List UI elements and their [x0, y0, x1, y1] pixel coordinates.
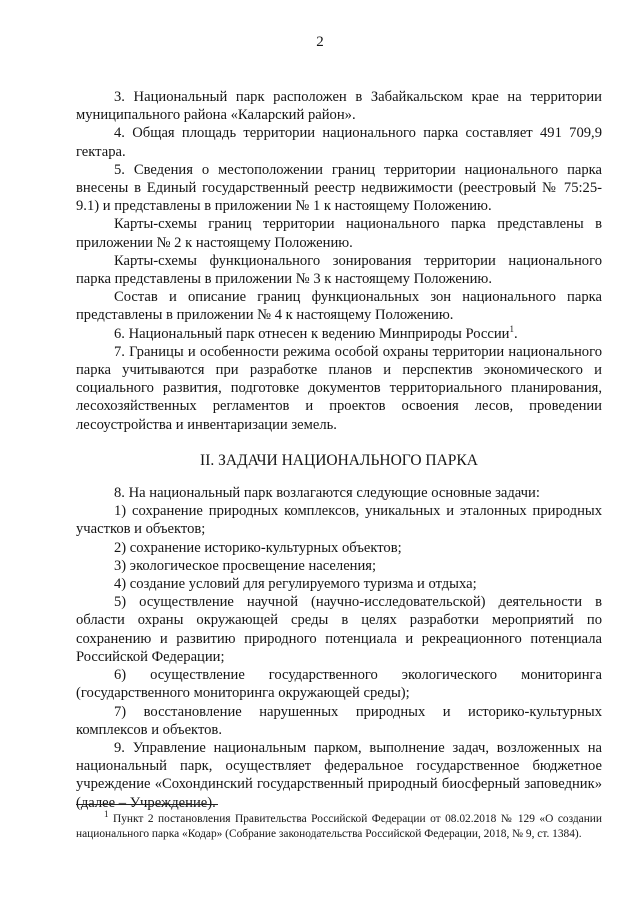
paragraph-5: 5. Сведения о местоположении границ территории национального парка внесены в Единый государственный реестр недвижимости (реестровый № 75:25-9.1) и представлены в приложении № 1 к настоящему Положению.: [76, 161, 602, 215]
page-number: 2: [316, 34, 324, 50]
footnote-reference[interactable]: 1: [509, 323, 514, 334]
paragraph-9: 9. Управление национальным парком, выполнение задач, возложенных на национальный парк, осуществляет федеральное государственное бюджетное учреждение «Сохондинский государственный природный биосферный заповедник» (далее – Учреждение).: [76, 739, 602, 811]
task-item-3: 3) экологическое просвещение населения;: [114, 557, 377, 574]
paragraph-5-zones: Состав и описание границ функциональных зон национального парка представлены в приложении № 4 к настоящему Положению.: [76, 289, 602, 324]
document-body: [76, 88, 602, 812]
paragraph-4: 4. Общая площадь территории национального парка составляет 491 709,9 гектара.: [76, 125, 602, 160]
task-item-4: 4) создание условий для регулируемого туризма и отдыха;: [114, 576, 477, 593]
footnote: [76, 809, 602, 841]
task-item-7: 7) восстановление нарушенных природных и историко-культурных комплексов и объектов.: [76, 703, 602, 738]
paragraph-6-tail: .: [513, 325, 518, 342]
paragraph-6: [76, 325, 602, 343]
section-heading: II. ЗАДАЧИ НАЦИОНАЛЬНОГО ПАРКА: [200, 451, 478, 469]
paragraph-3: 3. Национальный парк расположен в Забайкальском крае на территории муниципального района «Каларский район».: [76, 89, 602, 124]
task-item-5: 5) осуществление научной (научно-исследовательской) деятельности в области охраны окружающей среды в целях разработки мероприятий по сохранению и развитию природного потенциала и рекреационного потенциала Российской Федерации;: [76, 594, 602, 665]
task-item-1: 1) сохранение природных комплексов, уникальных и эталонных природных участков и объектов;: [76, 503, 602, 538]
footnote-divider: [76, 804, 218, 805]
paragraph-8: 8. На национальный парк возлагаются следующие основные задачи:: [114, 485, 540, 502]
footnote-mark: 1: [104, 809, 109, 820]
paragraph-5-zoning: Карты-схемы функционального зонирования территории национального парка представлены в приложении № 3 к настоящему Положению.: [76, 252, 602, 288]
task-item-2: 2) сохранение историко-культурных объектов;: [114, 539, 402, 556]
paragraph-6-text: 6. Национальный парк отнесен к ведению Минприроды России: [114, 325, 510, 342]
paragraph-7: 7. Границы и особенности режима особой охраны территории национального парка учитываются при разработке планов и перспектив экономического и социального развития, подготовке документов территориального планирования, лесохозяйственных регламентов и проектов освоения лесов, проведении лесоустройства и инвентаризации земель.: [76, 343, 602, 433]
footnote-text: Пункт 2 постановления Правительства Российской Федерации от 08.02.2018 № 129 «О создании национального парка «Кодар» (Собрание законодательства Российской Федерации, 2018, № 9, ст. 1384).: [76, 813, 602, 840]
paragraph-5-maps: Карты-схемы границ территории национального парка представлены в приложении № 2 к настоящему Положению.: [76, 216, 602, 251]
task-item-6: 6) осуществление государственного экологического мониторинга (государственного мониторинга окружающей среды);: [76, 667, 602, 702]
